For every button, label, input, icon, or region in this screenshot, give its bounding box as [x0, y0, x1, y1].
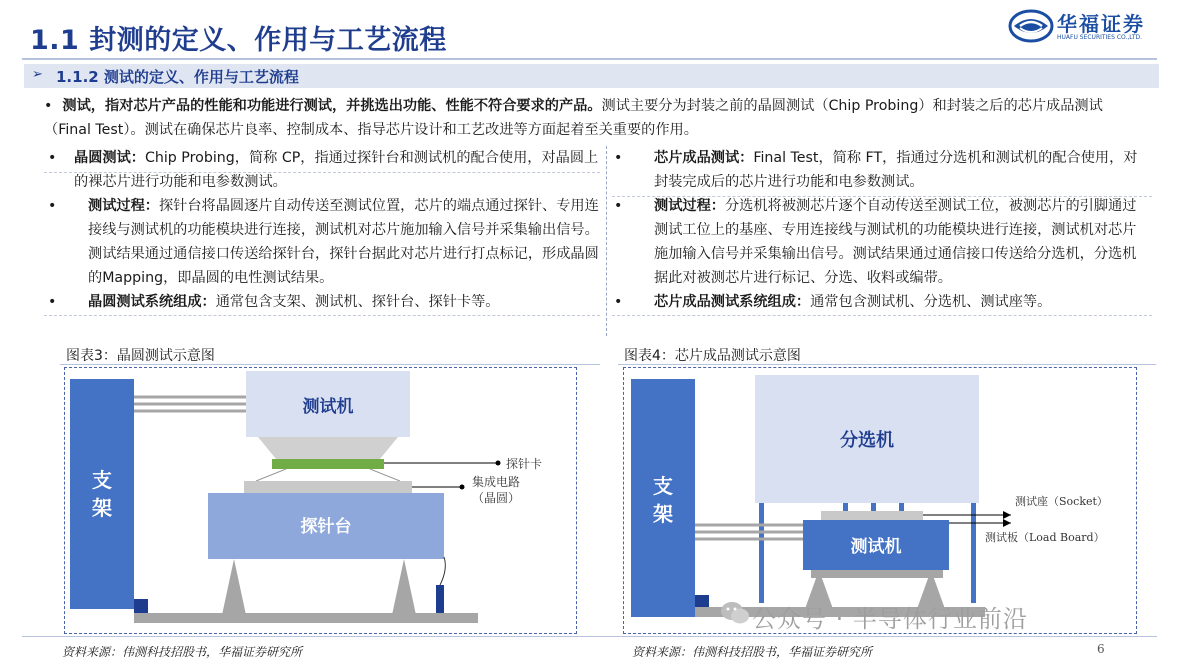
wafer-test-svg [66, 369, 575, 631]
item-text: 分选机将被测芯片逐个自动传送至测试工位，被测芯片的引脚通过测试工位上的基座、专用连接线与测试机的功能模块进行连接，测试机对芯片施加输入信号并采集输出信号。测试结果通过通信接口传送给分选机，分选机据此对被测芯片进行标记、分选、收料或编带。 [654, 198, 1137, 286]
intro-text: 测试主要分为封装之前的晶圆测试（Chip Probing）和封装之后的芯片成品测试（Final Test）。测试在确保芯片良率、控制成本、指导芯片设计和工艺改进等方面起着至关重要的作用。 [44, 98, 1103, 138]
handler-label: 分选机 [840, 430, 894, 451]
socket-label: 测试座（Socket） [1015, 495, 1108, 508]
stand-block [70, 379, 134, 609]
intro-bold: 测试，指对芯片产品的性能和功能进行测试，并挑选出功能、性能不符合要求的产品。 [62, 98, 602, 114]
tester-label: 测试机 [302, 397, 354, 417]
right-column [610, 146, 1150, 314]
footer-divider [22, 636, 1157, 637]
item-text: 通常包含测试机、分选机、测试座等。 [810, 294, 1052, 310]
page-number: 6 [1097, 642, 1105, 656]
item-bold: 测试过程： [654, 198, 725, 214]
title-divider [22, 58, 1157, 60]
logo-text-cn: 华福证券 [1057, 12, 1145, 36]
list-item [44, 194, 604, 290]
figure-rule [618, 364, 1156, 365]
prober-label: 探针台 [300, 517, 352, 537]
bullet-icon: • [44, 98, 53, 114]
source-left: 资料来源：伟测科技招股书，华福证券研究所 [62, 645, 303, 659]
figure-4-label: 图表4：芯片成品测试示意图 [624, 348, 801, 364]
stand-block [631, 379, 695, 617]
column-divider [606, 146, 607, 336]
bullet-icon: • [48, 294, 57, 310]
figure-rule [60, 364, 600, 365]
bullet-icon: • [614, 198, 623, 214]
arrow-icon: ➢ [32, 67, 43, 82]
page-title: 1.1 封测的定义、作用与工艺流程 [30, 25, 447, 56]
final-test-svg [625, 369, 1135, 631]
item-bold: 芯片成品测试： [654, 150, 754, 166]
item-text: Chip Probing，简称 CP，指通过探针台和测试机的配合使用，对晶圆上的裸芯片进行功能和电参数测试。 [74, 150, 599, 190]
probe-card-label: 探针卡 [506, 457, 543, 471]
left-column [44, 146, 604, 314]
tester-label: 测试机 [850, 537, 902, 557]
logo-text-en: HUAFU SECURITIES CO.,LTD. [1057, 34, 1143, 41]
item-text: Final Test，简称 FT，指通过分选机和测试机的配合使用，对封装完成后的芯片进行功能和电参数测试。 [654, 150, 1138, 190]
logo-emblem-icon [1008, 8, 1054, 44]
wafer [244, 481, 412, 493]
item-text: 通常包含支架、测试机、探针台、探针卡等。 [215, 294, 500, 310]
ic-label-1: 集成电路 [472, 475, 521, 489]
item-bold: 测试过程： [88, 198, 159, 214]
stand-label-1: 支 [92, 468, 112, 492]
stand-label-2: 架 [653, 502, 673, 526]
item-bold: 晶圆测试系统组成： [88, 294, 216, 310]
bullet-icon: • [614, 150, 623, 166]
row-divider [44, 315, 600, 316]
item-text: 探针台将晶圆逐片自动传送至测试位置，芯片的端点通过探针、专用连接线与测试机的功能模块进行连接，测试机对芯片施加输入信号并采集输出信号。测试结果通过通信接口传送给探针台，探针台据此对芯片进行打点标记，形成晶圆的Mapping，即晶圆的电性测试结果。 [88, 198, 599, 286]
figure-3-label: 图表3：晶圆测试示意图 [66, 348, 215, 364]
watermark-text: 公众号 · 半导体行业前沿 [752, 605, 1028, 633]
list-item [610, 194, 1150, 290]
bullet-icon: • [48, 150, 57, 166]
list-item [44, 290, 604, 314]
item-bold: 晶圆测试： [74, 150, 145, 166]
item-bold: 芯片成品测试系统组成： [654, 294, 811, 310]
list-item [610, 146, 1150, 194]
stand-label-1: 支 [653, 474, 673, 498]
bullet-icon: • [48, 198, 57, 214]
load-board-label: 测试板（Load Board） [985, 531, 1105, 544]
list-item [610, 290, 1150, 314]
ic-label-2: （晶圆） [472, 491, 521, 505]
list-item [44, 146, 604, 194]
section-heading: 1.1.2 测试的定义、作用与工艺流程 [56, 68, 299, 86]
socket [821, 511, 923, 520]
wechat-icon [720, 600, 750, 626]
row-divider [612, 315, 1152, 316]
stand-label-2: 架 [92, 496, 112, 520]
test-head-connector [258, 437, 398, 459]
probe-card [272, 459, 384, 469]
base-plate [134, 613, 478, 623]
source-right: 资料来源：伟测科技招股书，华福证券研究所 [632, 645, 873, 659]
bullet-icon: • [614, 294, 623, 310]
intro-paragraph [44, 94, 1149, 142]
